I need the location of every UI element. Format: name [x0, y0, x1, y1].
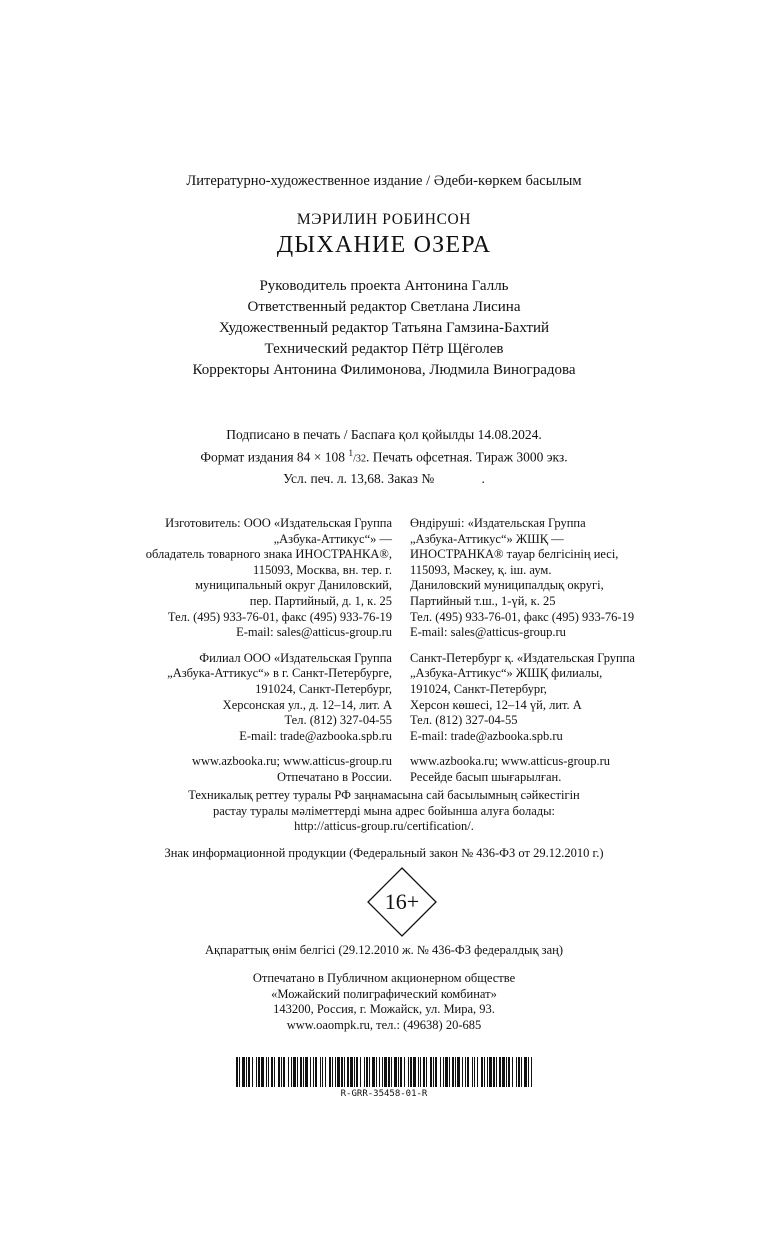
barcode-bar [261, 1057, 264, 1087]
branch-line: 191024, Санкт-Петербург, [255, 681, 392, 696]
info-sign-ru: Знак информационной продукции (Федеральный закон № 436-ФЗ от 29.12.2010 г.) [164, 846, 604, 860]
barcode-bar [271, 1057, 273, 1087]
branch-line: Санкт-Петербург қ. «Издательская Группа [410, 650, 635, 665]
maker-line: ИНОСТРАНКА® тауар белгісінің иесі, [410, 547, 619, 562]
barcode-bar [449, 1057, 450, 1087]
barcode-bar [481, 1057, 483, 1087]
barcode-bar [293, 1057, 296, 1087]
printer-line: Отпечатано в Публичном акционерном обществе [252, 971, 516, 985]
barcode-bar [372, 1057, 375, 1087]
barcode-bar [274, 1057, 275, 1087]
maker-line: 115093, Мәскеу, қ. іш. аум. [410, 562, 552, 577]
barcode-bar [239, 1057, 240, 1087]
barcode-bar [394, 1057, 397, 1087]
barcode-bar [433, 1057, 434, 1087]
barcode-bar [252, 1057, 253, 1087]
barcode-bar [400, 1057, 402, 1087]
barcode-bar [487, 1057, 488, 1087]
barcode-bar [350, 1057, 353, 1087]
format-prefix: Формат издания 84 × 108 [200, 449, 349, 464]
age-rating: 16+ [384, 889, 420, 914]
barcode-bar [512, 1057, 513, 1087]
maker-line: Даниловский муниципалдық округі, [410, 578, 604, 593]
barcode-bar [524, 1057, 527, 1087]
barcode-bar [246, 1057, 247, 1087]
barcode-bar [256, 1057, 257, 1087]
barcode-bar [364, 1057, 365, 1087]
barcode-bar [379, 1057, 380, 1087]
barcode-bar [354, 1057, 355, 1087]
barcode-label: R-GRR-35458-01-R [340, 1089, 428, 1099]
barcode-bar [462, 1057, 463, 1087]
barcode-bar [445, 1057, 448, 1087]
maker-line: Тел. (495) 933-76-01, факс (495) 933-76-19 [410, 609, 635, 624]
branch-line: Херсонская ул., д. 12–14, лит. А [222, 697, 392, 712]
barcode-bar [382, 1057, 383, 1087]
barcode-bar [465, 1057, 466, 1087]
barcode-bar [384, 1057, 387, 1087]
barcode-bar [248, 1057, 250, 1087]
barcode-bar [457, 1057, 460, 1087]
barcode-bar [516, 1057, 517, 1087]
author-name: МЭРИЛИН РОБИНСОН [296, 211, 472, 228]
branch-line: E-mail: trade@azbooka.spb.ru [239, 728, 392, 743]
maker-line: E-mail: sales@atticus-group.ru [236, 625, 392, 640]
barcode-bar [496, 1057, 497, 1087]
barcode-bar [297, 1057, 298, 1087]
barcode-bar [484, 1057, 485, 1087]
barcode-bar [278, 1057, 280, 1087]
maker-line: Партийный т.ш., 1-үй, к. 25 [410, 593, 556, 608]
printer-line: www.oaompk.ru, тел.: (49638) 20-685 [286, 1017, 482, 1032]
format-line [0, 445, 768, 469]
staff-line: Корректоры Антонина Филимонова, Людмила Виноградова [192, 362, 576, 378]
barcode-bar [347, 1057, 349, 1087]
staff-line: Руководитель проекта Антонина Галль [259, 278, 509, 294]
maker-line: Изготовитель: ООО «Издательская Группа [165, 516, 392, 530]
staff-line: Ответственный редактор Светлана Лисина [247, 299, 521, 315]
printer-line: 143200, Россия, г. Можайск, ул. Мира, 93. [273, 1002, 495, 1017]
barcode-bar [344, 1057, 345, 1087]
barcode-bar [325, 1057, 326, 1087]
barcode-bar [376, 1057, 377, 1087]
branch-line: Херсон көшесі, 12–14 үй, лит. А [410, 697, 582, 712]
barcode-bar [288, 1057, 289, 1087]
web-line: www.azbooka.ru; www.atticus-group.ru [410, 754, 611, 769]
barcode-bar [435, 1057, 437, 1087]
printer-line: «Можайский полиграфический комбинат» [271, 986, 497, 1001]
maker-line: обладатель товарного знака ИНОСТРАНКА®, [145, 547, 392, 562]
barcode-bar [332, 1057, 333, 1087]
barcode-bar [518, 1057, 520, 1087]
barcode-bar [303, 1057, 304, 1087]
barcode-bar [413, 1057, 416, 1087]
barcode-bar [521, 1057, 522, 1087]
barcode-bar [499, 1057, 501, 1087]
format-suffix: . Печать офсетная. Тираж 3000 экз. [366, 449, 568, 464]
barcode-bar [489, 1057, 492, 1087]
barcode-bar [341, 1057, 343, 1087]
barcode-bar [528, 1057, 529, 1087]
barcode-bar [452, 1057, 454, 1087]
info-sign-kz: Ақпараттық өнім белгісі (29.12.2010 ж. № 436-ФЗ федералдық заң) [205, 943, 563, 957]
barcode-bar [315, 1057, 317, 1087]
signed-line: Подписано в печать / Баспаға қол қойылды 14.08.2024. [226, 427, 542, 442]
barcode-bar [493, 1057, 495, 1087]
barcode-bar [508, 1057, 510, 1087]
barcode-bar [360, 1057, 361, 1087]
barcode-bar [506, 1057, 507, 1087]
barcode-bar [313, 1057, 314, 1087]
printer-info [0, 971, 768, 1033]
barcode-bar [300, 1057, 302, 1087]
barcode-bar [423, 1057, 425, 1087]
maker-line: E-mail: sales@atticus-group.ru [410, 625, 566, 640]
order-line: Усл. печ. л. 13,68. Заказ № . [283, 470, 485, 486]
branch-line: „Азбука-Аттикус“» ЖШҚ филиалы, [410, 666, 603, 681]
barcode-bar [322, 1057, 323, 1087]
barcode-bar [281, 1057, 282, 1087]
barcode-bar [408, 1057, 409, 1087]
barcode-bar [420, 1057, 421, 1087]
branch-line: Филиал ООО «Издательская Группа [199, 650, 392, 665]
cert-url: http://atticus-group.ru/certification/. [294, 819, 474, 834]
web-line: Ресейде басып шығарылған. [410, 769, 562, 784]
maker-line: муниципальный округ Даниловский, [195, 578, 392, 593]
barcode-bar [398, 1057, 399, 1087]
staff-list [0, 276, 768, 381]
barcode-bar [283, 1057, 285, 1087]
maker-line: 115093, Москва, вн. тер. г. [252, 562, 392, 577]
print-info [0, 425, 768, 488]
barcode-bar [440, 1057, 441, 1087]
barcode-bar [329, 1057, 331, 1087]
maker-line: „Азбука-Аттикус“» ЖШҚ — [410, 531, 564, 546]
maker-line: „Азбука-Аттикус“» — [273, 531, 392, 546]
barcode-bar [455, 1057, 456, 1087]
barcode-bar [369, 1057, 370, 1087]
maker-line: Өндіруші: «Издательская Группа [410, 516, 586, 530]
branch-line: 191024, Санкт-Петербург, [410, 681, 547, 696]
web-line: Отпечатано в России. [277, 769, 392, 784]
age-rating-badge [367, 867, 437, 937]
branch-line: E-mail: trade@azbooka.spb.ru [410, 728, 563, 743]
staff-line: Технический редактор Пётр Щёголев [264, 341, 504, 357]
barcode-bar [356, 1057, 358, 1087]
barcode-bar [467, 1057, 469, 1087]
format-numerator: 1 [348, 448, 354, 459]
staff-line: Художественный редактор Татьяна Гамзина-Бахтий [218, 320, 550, 336]
format-denominator: /32 [353, 453, 367, 464]
cert-line: растау туралы мәліметтерді мына адрес бойынша алуға болады: [212, 803, 556, 818]
publisher-info-kz [410, 516, 635, 786]
maker-line: Тел. (495) 933-76-01, факс (495) 933-76-19 [167, 609, 392, 624]
barcode-bar [305, 1057, 308, 1087]
barcode-bar [391, 1057, 392, 1087]
barcode-bar [443, 1057, 444, 1087]
barcode-bar [266, 1057, 267, 1087]
barcode [236, 1057, 532, 1087]
book-title: ДЫХАНИЕ ОЗЕРА [276, 232, 492, 258]
branch-line: „Азбука-Аттикус“» в г. Санкт-Петербурге, [167, 666, 392, 681]
web-line: www.azbooka.ru; www.atticus-group.ru [191, 754, 392, 769]
publisher-info-ru [146, 516, 392, 786]
genre-line: Литературно-художественное издание / Әдеби-көркем басылым [186, 173, 582, 189]
barcode-bar [477, 1057, 478, 1087]
certification-note [0, 788, 768, 835]
barcode-bar [310, 1057, 311, 1087]
branch-line: Тел. (812) 327-04-55 [410, 713, 518, 728]
barcode-bar [472, 1057, 473, 1087]
barcode-bar [388, 1057, 390, 1087]
barcode-bar [430, 1057, 432, 1087]
barcode-bar [426, 1057, 427, 1087]
barcode-bar [320, 1057, 321, 1087]
barcode-bar [531, 1057, 532, 1087]
maker-line: пер. Партийный, д. 1, к. 25 [249, 593, 392, 608]
barcode-bar [268, 1057, 269, 1087]
barcode-bar [410, 1057, 412, 1087]
barcode-bar [291, 1057, 292, 1087]
barcode-bar [236, 1057, 238, 1087]
barcode-bar [502, 1057, 505, 1087]
barcode-bar [242, 1057, 245, 1087]
barcode-bar [258, 1057, 260, 1087]
barcode-bar [474, 1057, 475, 1087]
barcode-bar [366, 1057, 368, 1087]
branch-line: Тел. (812) 327-04-55 [284, 713, 392, 728]
barcode-bar [335, 1057, 336, 1087]
barcode-bar [404, 1057, 405, 1087]
barcode-bar [337, 1057, 340, 1087]
barcode-bar [418, 1057, 419, 1087]
cert-line: Техникалық реттеу туралы РФ заңнамасына сай басылымның сәйкестігін [188, 788, 580, 802]
